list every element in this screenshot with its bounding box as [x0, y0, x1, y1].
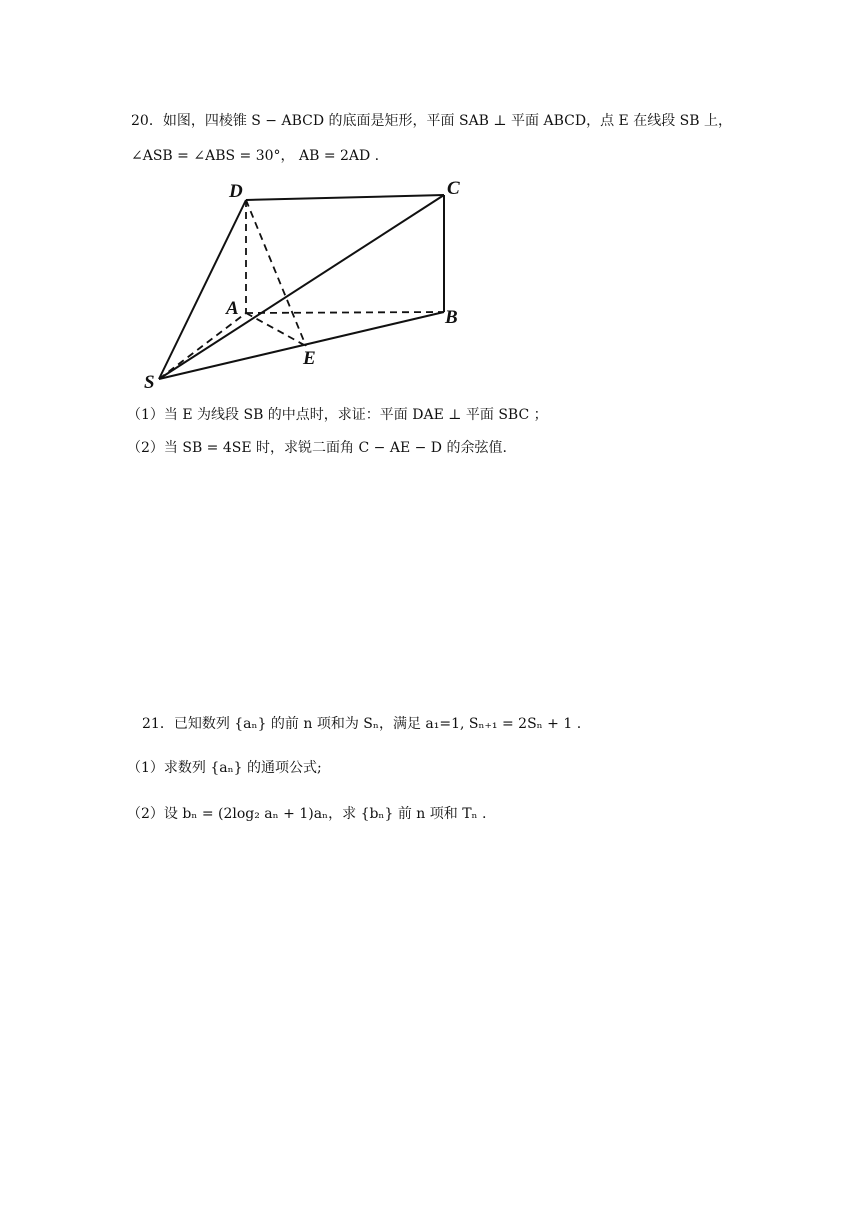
q20-part1: （1）当 E 为线段 SB 的中点时，求证：平面 DAE ⊥ 平面 SBC ；	[127, 407, 548, 423]
label-E: E	[303, 348, 316, 369]
q20-part2: （2）当 SB = 4SE 时，求锐二面角 C − AE − D 的余弦值.	[127, 440, 507, 456]
q20-statement-line1: 20．如图，四棱锥 S − ABCD 的底面是矩形，平面 SAB ⊥ 平面 ABCD，点 E 在线段 SB 上，	[131, 113, 732, 129]
edge-DC	[246, 195, 444, 200]
q21-part1: （1）求数列 {aₙ} 的通项公式;	[127, 760, 322, 776]
q21-part2: （2）设 bₙ = (2log₂ aₙ + 1)aₙ，求 {bₙ} 前 n 项和 Tₙ .	[127, 806, 487, 822]
label-A: A	[226, 298, 239, 319]
edge-SD	[159, 200, 246, 379]
label-D: D	[229, 181, 243, 202]
label-S: S	[144, 372, 155, 393]
label-B: B	[445, 307, 458, 328]
edge-SC	[159, 195, 444, 379]
q20-statement-line2: ∠ASB = ∠ABS = 30°， AB = 2AD .	[131, 148, 380, 164]
edge-DE	[246, 200, 306, 346]
q20-pyramid-figure	[140, 176, 480, 396]
q21-statement: 21．已知数列 {aₙ} 的前 n 项和为 Sₙ，满足 a₁=1, Sₙ₊₁ = 2Sₙ + 1 .	[142, 716, 582, 732]
label-C: C	[447, 178, 460, 199]
edge-AB	[246, 312, 444, 313]
